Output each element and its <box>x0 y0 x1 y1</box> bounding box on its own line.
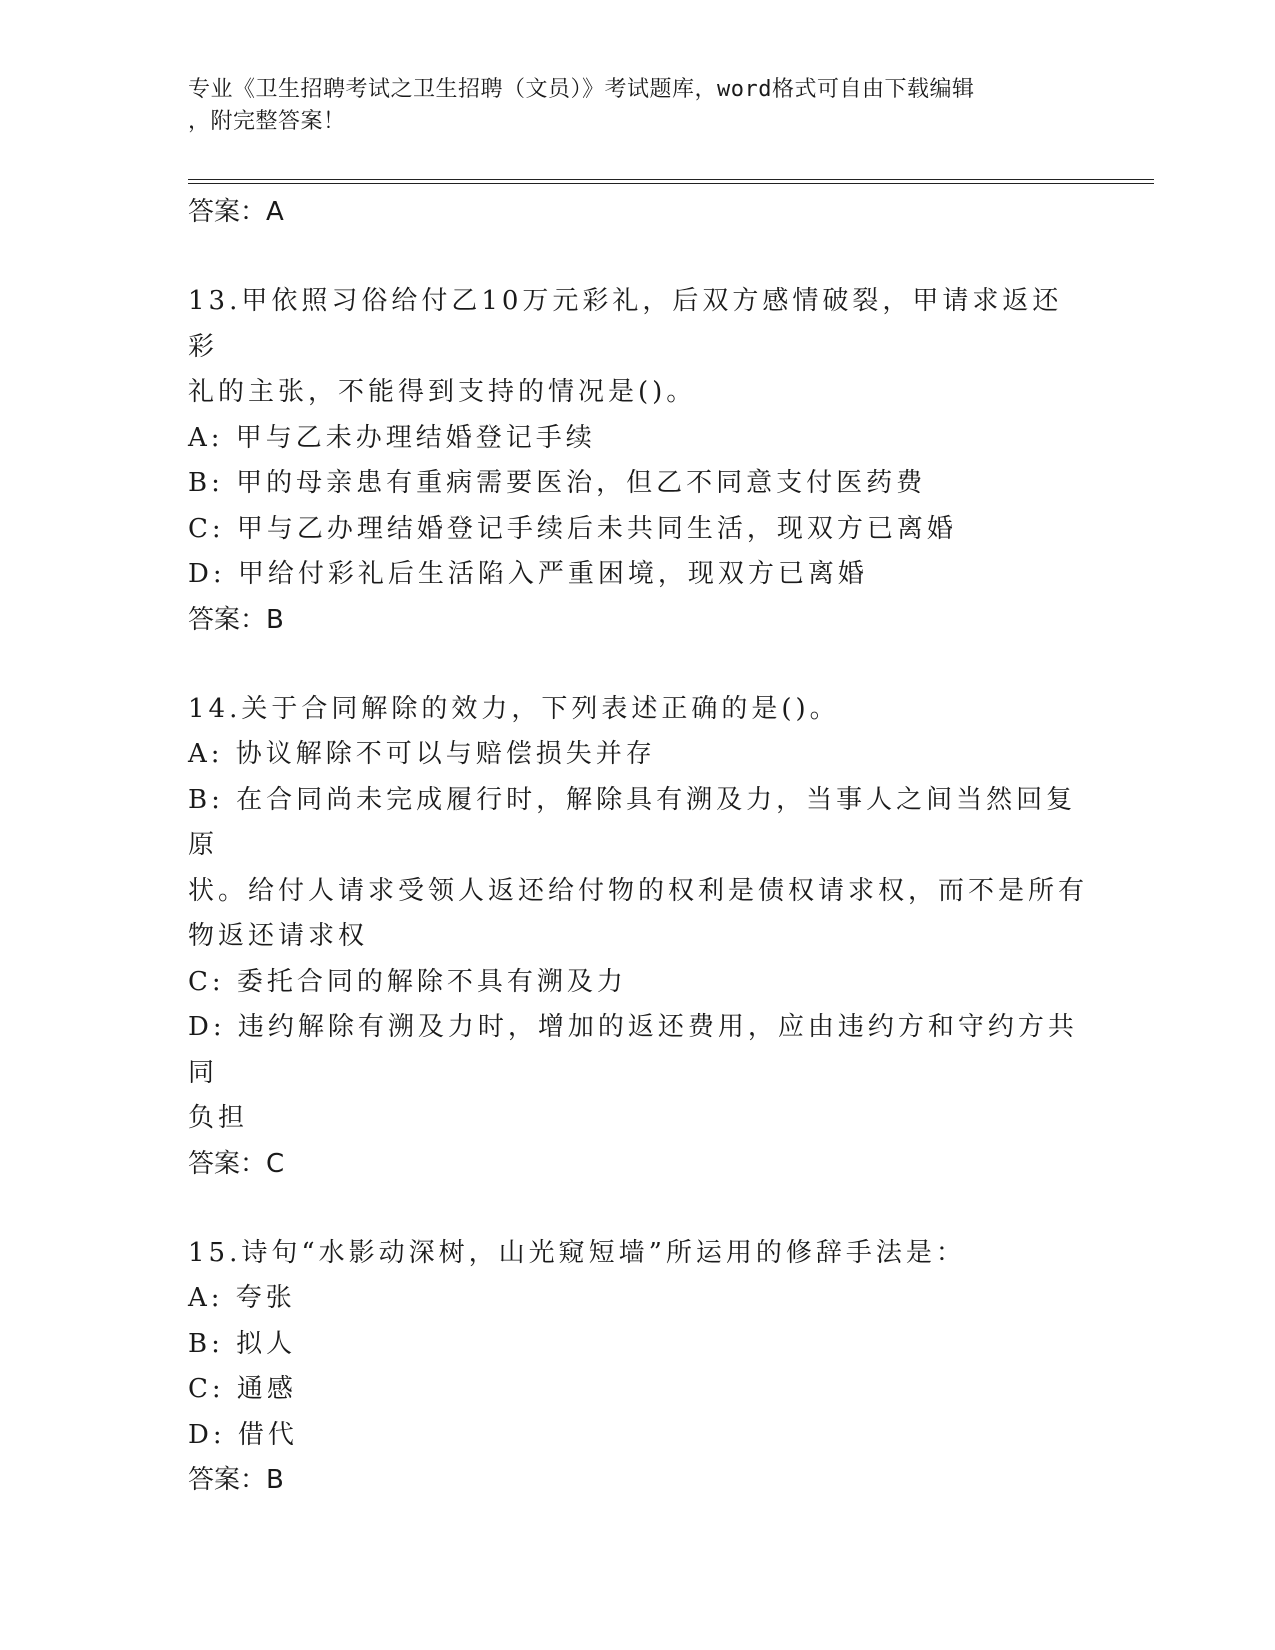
question-stem-line: 15.诗句“水影动深树，山光窥短墙”所运用的修辞手法是： <box>188 1237 966 1268</box>
question-15 <box>188 1231 1088 1503</box>
spacer <box>188 1186 1088 1231</box>
question-list <box>188 190 1088 1502</box>
question-14 <box>188 687 1088 1186</box>
option-c: C: 委托合同的解除不具有溯及力 <box>188 966 627 997</box>
answer-line: 答案：B <box>188 1465 284 1495</box>
spacer <box>188 234 1088 279</box>
document-header <box>188 74 1068 138</box>
question-stem-line: 14.关于合同解除的效力，下列表述正确的是()。 <box>188 693 840 724</box>
option-b-continued: 状。给付人请求受领人返还给付物的权利是债权请求权，而不是所有 <box>188 875 1089 906</box>
question-stem-line: 礼的主张，不能得到支持的情况是()。 <box>188 377 697 407</box>
option-d: D: 甲给付彩礼后生活陷入严重困境，现双方已离婚 <box>188 559 868 589</box>
previous-answer: 答案：A <box>188 197 284 227</box>
option-d-continued: 负担 <box>188 1103 249 1133</box>
question-13 <box>188 279 1088 642</box>
spacer <box>188 642 1088 687</box>
option-d: D: 违约解除有溯及力时，增加的返还费用，应由违约方和守约方共同 <box>188 1012 1078 1088</box>
header-line-2: ，附完整答案！ <box>188 109 346 134</box>
question-stem-line: 13.甲依照习俗给付乙10万元彩礼，后双方感情破裂，甲请求返还彩 <box>188 286 1063 362</box>
option-b: B: 甲的母亲患有重病需要医治，但乙不同意支付医药费 <box>188 468 927 498</box>
answer-line: 答案：C <box>188 1148 285 1179</box>
option-b: B: 在合同尚未完成履行时，解除具有溯及力，当事人之间当然回复原 <box>188 784 1077 860</box>
option-a: A: 夸张 <box>188 1283 296 1313</box>
option-b: B: 拟人 <box>188 1328 297 1359</box>
option-c: C: 甲与乙办理结婚登记手续后未共同生活，现双方已离婚 <box>188 513 957 544</box>
answer-line: 答案：B <box>188 604 284 635</box>
option-c: C: 通感 <box>188 1374 297 1404</box>
option-a: A: 协议解除不可以与赔偿损失并存 <box>188 739 656 769</box>
option-d: D: 借代 <box>188 1419 298 1450</box>
header-divider <box>188 179 1154 184</box>
option-b-continued: 物返还请求权 <box>188 921 369 951</box>
header-line-1: 专业《卫生招聘考试之卫生招聘（文员）》考试题库，word格式可自由下载编辑 <box>188 77 975 102</box>
option-a: A: 甲与乙未办理结婚登记手续 <box>188 422 596 453</box>
